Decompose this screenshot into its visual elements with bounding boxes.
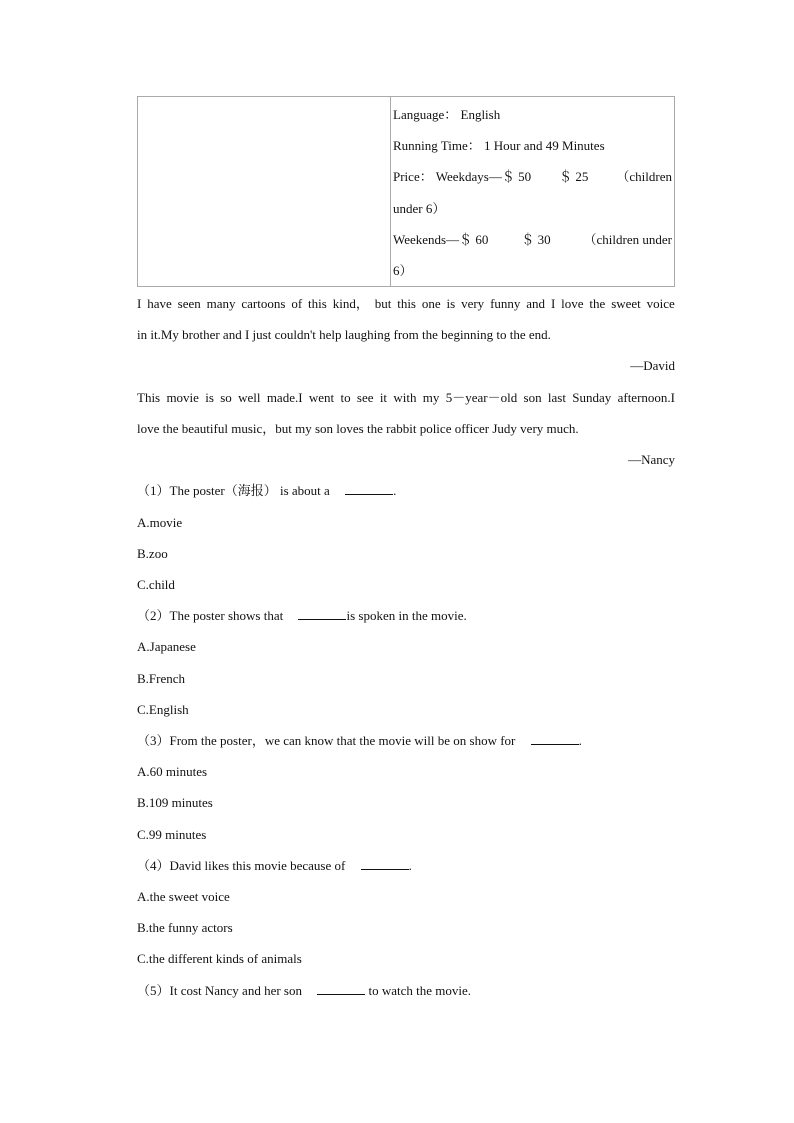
word: I	[137, 296, 142, 311]
word: to	[340, 390, 351, 405]
poster-image-cell	[138, 97, 391, 286]
poster-info-cell	[391, 97, 674, 286]
word: is	[446, 296, 456, 311]
word: very	[461, 296, 485, 311]
question-suffix: to watch the movie.	[368, 983, 472, 998]
word: so	[220, 390, 232, 405]
answer-blank[interactable]	[298, 609, 346, 620]
poster-running-time: Running Time： 1 Hour and 49 Minutes	[393, 138, 605, 153]
word: son	[523, 390, 542, 405]
question-suffix: .	[578, 733, 582, 748]
word: love	[561, 296, 584, 311]
question-text: （5）It cost Nancy and her son	[137, 983, 302, 998]
review-david-author: —David	[630, 358, 675, 373]
poster-price-weekdays	[393, 169, 672, 185]
review-david-line2: in it.My brother and I just couldn't help laughing from the beginning to the end.	[137, 327, 551, 342]
q3-option-c: C.99 minutes	[137, 827, 207, 842]
word: have	[147, 296, 172, 311]
review-nancy-line2: love the beautiful music，but my son loves the rabbit police officer Judy very much.	[137, 421, 579, 436]
question-2	[137, 608, 675, 624]
word: is	[205, 390, 214, 405]
word: many	[206, 296, 236, 311]
q3-option-b: B.109 minutes	[137, 795, 213, 810]
price-weekdays-note: （children	[616, 169, 672, 184]
review-nancy-line1	[137, 390, 675, 406]
q4-option-b: B.the funny actors	[137, 920, 233, 935]
price-weekends-child: ＄ 30	[521, 232, 551, 247]
poster-table	[137, 96, 675, 287]
word: kind，	[332, 296, 369, 311]
word: well	[238, 390, 261, 405]
word: it	[379, 390, 388, 405]
poster-price-weekends	[393, 232, 672, 248]
word: made.I	[266, 390, 303, 405]
price-weekends-adult: Weekends—＄ 60	[393, 232, 489, 247]
word: voice	[646, 296, 675, 311]
word: with	[393, 390, 417, 405]
q2-option-b: B.French	[137, 671, 186, 686]
word: of	[291, 296, 303, 311]
question-text: （4）David likes this movie because of	[137, 858, 346, 873]
answer-blank[interactable]	[361, 859, 409, 870]
poster-price-weekends-cont: 6）	[393, 263, 413, 278]
q1-option-a: A.movie	[137, 515, 183, 530]
question-text: （3）From the poster，we can know that the movie will be on show for	[137, 733, 516, 748]
word: funny	[490, 296, 521, 311]
word: this	[308, 296, 327, 311]
question-5	[137, 983, 675, 999]
word: and	[526, 296, 546, 311]
price-weekdays-adult: Price： Weekdays—＄ 50	[393, 169, 532, 184]
question-3	[137, 733, 675, 749]
word: this	[397, 296, 416, 311]
price-weekdays-child: ＄ 25	[559, 169, 589, 184]
review-nancy-author: —Nancy	[628, 452, 675, 467]
word: This	[137, 390, 161, 405]
q2-option-c: C.English	[137, 702, 189, 717]
word: cartoons	[241, 296, 286, 311]
word: but	[374, 296, 392, 311]
answer-blank[interactable]	[531, 734, 579, 745]
review-david-line1	[137, 296, 675, 312]
word: movie	[166, 390, 199, 405]
word: sweet	[611, 296, 641, 311]
word: last	[547, 390, 566, 405]
q1-option-b: B.zoo	[137, 546, 168, 561]
word: went	[308, 390, 335, 405]
question-suffix: is spoken in the movie.	[346, 608, 467, 623]
q4-option-a: A.the sweet voice	[137, 889, 230, 904]
q4-option-c: C.the different kinds of animals	[137, 951, 302, 966]
question-text: （1）The poster（海报） is about a	[137, 483, 330, 498]
question-text: （2）The poster shows that	[137, 608, 284, 623]
word: seen	[177, 296, 201, 311]
word: my	[422, 390, 440, 405]
answer-blank[interactable]	[317, 984, 365, 995]
q1-option-c: C.child	[137, 577, 175, 592]
price-weekends-note: （children under	[583, 232, 672, 247]
question-suffix: .	[408, 858, 412, 873]
question-1	[137, 483, 675, 499]
word: Sunday	[572, 390, 612, 405]
word: one	[421, 296, 441, 311]
question-4	[137, 858, 675, 874]
poster-price-weekdays-cont: under 6）	[393, 201, 446, 216]
word: see	[356, 390, 374, 405]
poster-language: Language： English	[393, 107, 501, 122]
question-suffix: .	[393, 483, 397, 498]
word: afternoon.I	[617, 390, 675, 405]
q3-option-a: A.60 minutes	[137, 764, 208, 779]
answer-blank[interactable]	[345, 484, 393, 495]
word: 5－year－old	[445, 390, 518, 405]
word: I	[550, 296, 556, 311]
word: the	[589, 296, 606, 311]
q2-option-a: A.Japanese	[137, 639, 196, 654]
